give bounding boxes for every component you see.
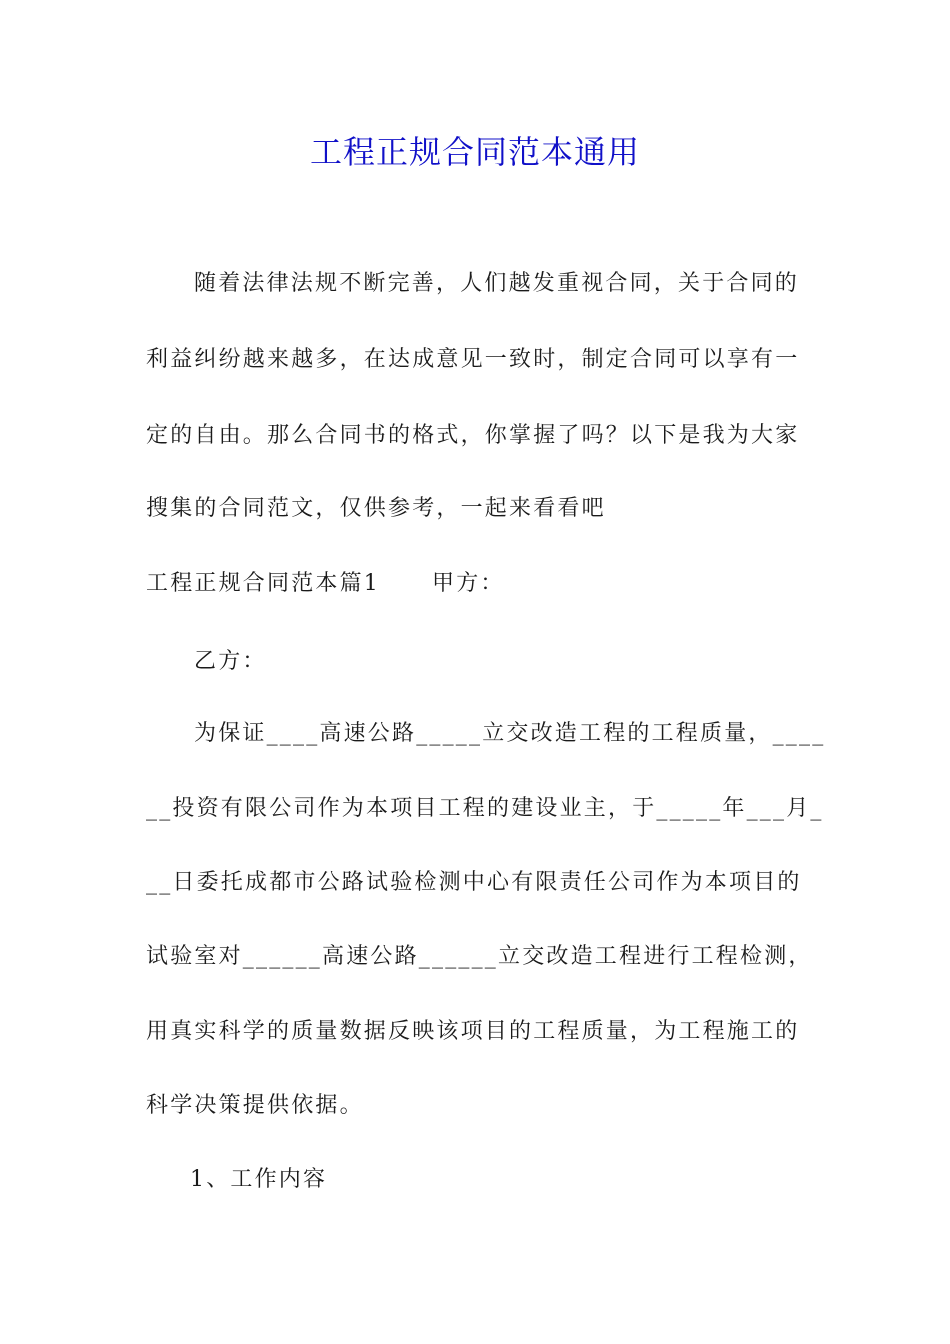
document-title: 工程正规合同范本通用	[309, 133, 640, 171]
intro-line-3: 定的自由。那么合同书的格式，你掌握了吗？以下是我为大家	[146, 423, 800, 448]
item-heading-1: 1、工作内容	[190, 1167, 328, 1192]
section-heading-line	[146, 568, 806, 600]
intro-line-1: 随着法律法规不断完善，人们越发重视合同，关于合同的	[194, 271, 800, 296]
body-line-2: __投资有限公司作为本项目工程的建设业主，于_____年___月_	[146, 796, 824, 821]
section-heading: 工程正规合同范本篇1	[146, 571, 380, 596]
body-line-4: 试验室对______高速公路______立交改造工程进行工程检测，	[146, 944, 813, 969]
body-line-1: 为保证____高速公路_____立交改造工程的工程质量，____	[194, 721, 826, 746]
intro-line-4: 搜集的合同范文，仅供参考，一起来看看吧	[146, 496, 606, 521]
party-b-label: 乙方：	[194, 649, 267, 674]
intro-line-2: 利益纠纷越来越多，在达成意见一致时，制定合同可以享有一	[146, 347, 800, 372]
body-line-3: __日委托成都市公路试验检测中心有限责任公司作为本项目的	[146, 870, 802, 895]
party-a-label: 甲方：	[432, 571, 505, 596]
body-line-6: 科学决策提供依据。	[146, 1093, 364, 1118]
body-line-5: 用真实科学的质量数据反映该项目的工程质量，为工程施工的	[146, 1019, 800, 1044]
